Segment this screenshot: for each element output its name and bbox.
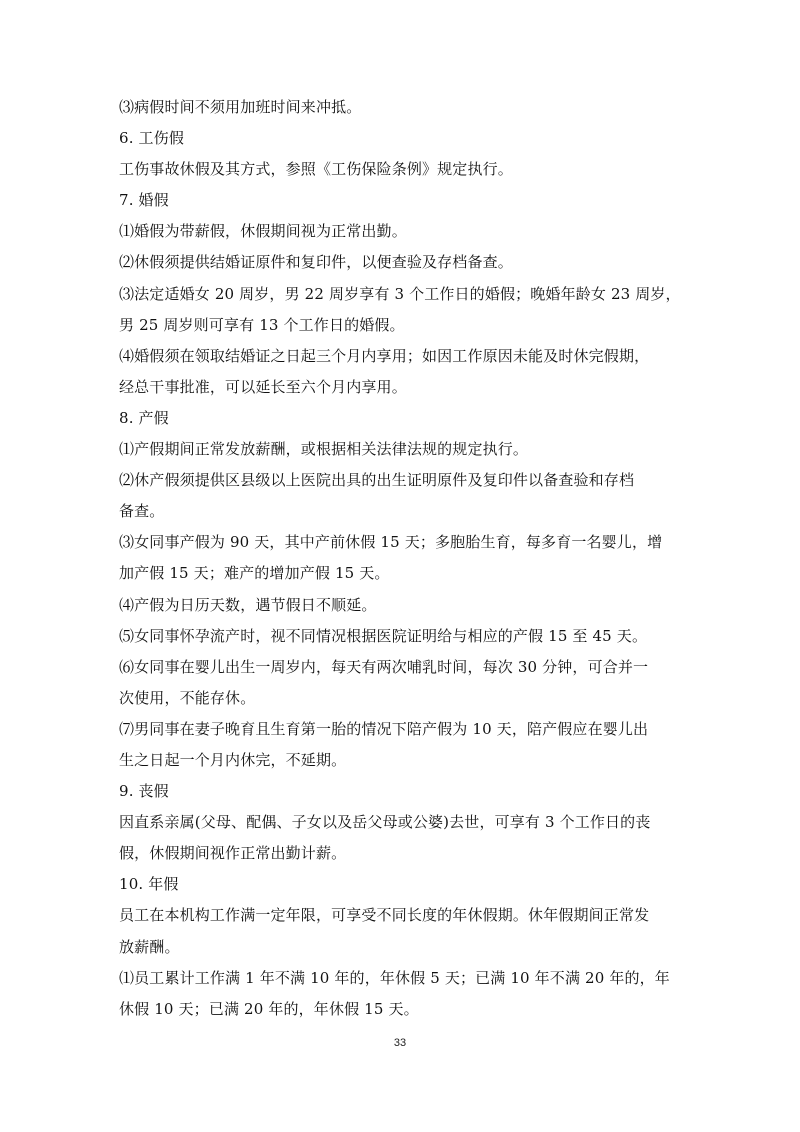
text-line: 加产假 15 天；难产的增加产假 15 天。 — [119, 564, 390, 583]
section-heading-maternity-leave: 8. 产假 — [119, 408, 169, 427]
text-line: 放薪酬。 — [119, 937, 180, 956]
text-line: 因直系亲属(父母、配偶、子女以及岳父母或公婆)去世，可享有 3 个工作日的丧 — [119, 813, 651, 832]
text-line: ⑵休假须提供结婚证原件和复印件，以便查验及存档备查。 — [119, 253, 513, 272]
text-line: ⑶病假时间不须用加班时间来冲抵。 — [119, 98, 362, 116]
text-line: ⑵休产假须提供区县级以上医院出具的出生证明原件及复印件以备查验和存档 — [119, 471, 635, 490]
text-line: ⑷产假为日历天数，遇节假日不顺延。 — [119, 595, 377, 614]
text-line: 休假 10 天；已满 20 年的，年休假 15 天。 — [119, 999, 419, 1018]
text-line: 生之日起一个月内休完，不延期。 — [119, 750, 347, 769]
text-line: 男 25 周岁则可享有 13 个工作日的婚假。 — [119, 315, 405, 334]
section-heading-annual-leave: 10. 年假 — [119, 875, 179, 894]
text-line: 假，休假期间视作正常出勤计薪。 — [119, 844, 347, 863]
text-line: ⑺男同事在妻子晚育且生育第一胎的情况下陪产假为 10 天，陪产假应在婴儿出 — [119, 719, 649, 738]
text-line: ⑸女同事怀孕流产时，视不同情况根据医院证明给与相应的产假 15 至 45 天。 — [119, 626, 648, 645]
section-heading-funeral-leave: 9. 丧假 — [119, 782, 169, 801]
page-number: 33 — [393, 1037, 407, 1049]
text-line: 备查。 — [119, 502, 165, 521]
text-line: ⑷婚假须在领取结婚证之日起三个月内享用；如因工作原因未能及时休完假期， — [119, 346, 650, 365]
text-line: ⑶女同事产假为 90 天，其中产前休假 15 天；多胞胎生育，每多育一名婴儿，增 — [119, 533, 663, 552]
section-heading-marriage-leave: 7. 婚假 — [119, 191, 169, 210]
text-line: ⑴婚假为带薪假，休假期间视为正常出勤。 — [119, 222, 407, 241]
text-line: ⑴员工累计工作满 1 年不满 10 年的，年休假 5 天；已满 10 年不满 20 年的，年 — [119, 968, 670, 987]
text-line: 次使用，不能存休。 — [119, 688, 256, 707]
section-heading-injury-leave: 6. 工伤假 — [119, 129, 184, 148]
text-line: ⑴产假期间正常发放薪酬，或根据相关法律法规的规定执行。 — [119, 440, 529, 459]
text-line: ⑹女同事在婴儿出生一周岁内，每天有两次哺乳时间，每次 30 分钟，可合并一 — [119, 657, 649, 676]
text-line: 经总干事批准，可以延长至六个月内享用。 — [119, 377, 407, 396]
document-body — [119, 92, 687, 1025]
text-line: 工伤事故休假及其方式，参照《工伤保险条例》规定执行。 — [119, 160, 513, 179]
text-line: 员工在本机构工作满一定年限，可享受不同长度的年休假期。休年假期间正常发 — [119, 906, 650, 925]
text-line: ⑶法定适婚女 20 周岁，男 22 周岁享有 3 个工作日的婚假；晚婚年龄女 23 周岁， — [119, 284, 681, 303]
